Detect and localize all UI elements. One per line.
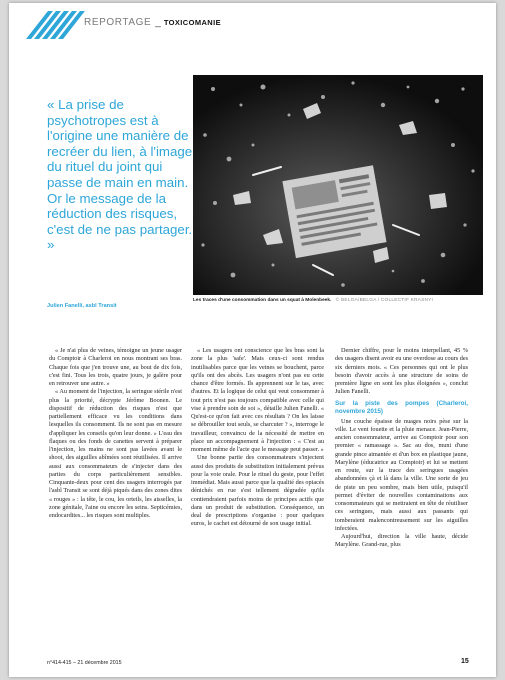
photo-caption <box>193 298 483 303</box>
paragraph: « Les usagers ont conscience que les bras sont la zone la plus 'safe'. Mais ceux-ci sont rendus inutilisables parce que les veines se bouchent, parce qu'ils ont des abcès. Les usagers n'ont pas eu cette chance d'être formés. Ils apprennent sur le tas, avec d'autres. Et la logique de celui qui veut consommer à tout prix n'est pas toujours compatible avec celle qui vise à prendre soin de soi », détaille Julien Fanelli. « Qu'est-ce qu'on fait avec ces résultats ? On les laisse se débrouiller tout seuls, se charcuter ? », interroge le travailleur, convaincu de la nécessité de mettre en place un accompagnement à l'injection : « C'est au moment même de l'acte que le message peut passer. » <box>191 347 324 453</box>
paragraph: « Au moment de l'injection, la seringue stérile n'est plus la priorité, décrypte Jérôme Boonen. Le dispositif de réduction des risques n'est que partiellement efficace vu les conditions dans lesquelles ils consomment. Ils ne sont pas en mesure d'appliquer les conseils qu'on leur donne. » L'eau des flaques ou des fonds de canettes servent à préparer l'injection, les mains ne sont pas lavées avant le shoot, des aiguilles abîmées sont réutilisées. Il arrive aussi aux consommateurs de s'injecter dans des parties du corps particulièrement sensibles. Cinquante-deux pour cent des usagers interrogés par l'asbl Transit se sont déjà piqués dans des zones dites « rouges » : la tête, le cou, les orteils, les aisselles, la zone génitale, l'aine ou encore les seins. Septicémies, endocardites... les risques sont multiples. <box>49 388 182 519</box>
pull-quote: « La prise de psychotropes est à l'origine une manière de recréer du lien, à l'image du rituel du joint qui passe de main en main. Or le message de la réduction des risques, c'est de ne pas partager. » <box>47 97 193 253</box>
article-column-3 <box>335 347 468 550</box>
paragraph: Une bonne partie des consommateurs s'injectent aussi des produits de substitution initialement prévus pour la voie orale. Pour le rituel du geste, pour l'effet immédiat. Mais aussi parce que la qualité des opiacés dénichés en rue s'est tellement dégradée qu'ils contiendraient parfois moins de principes actifs que dans un produit de substitution. Conséquence, un deal de prescriptions s'organise : pour quelques euros, le cachet est détourné de son usage initial. <box>191 454 324 528</box>
rubric-separator: _ <box>155 17 161 28</box>
paragraph: Aujourd'hui, direction la ville haute, décide Marylène. Grand-rue, plus <box>335 533 468 549</box>
issue-info: n°414-415 – 21 décembre 2015 <box>47 660 122 666</box>
subrubric-label: TOXICOMANIE <box>163 18 222 27</box>
section-header <box>84 17 221 28</box>
article-column-2 <box>191 347 324 529</box>
section-subheading: Sur la piste des pompes (Charleroi, novembre 2015) <box>335 399 468 415</box>
pull-quote-author: Julien Fanelli, asbl Transit <box>47 303 117 309</box>
paragraph: Dernier chiffre, pour le moins interpellant, 45 % des usagers disent avoir eu une overdose au cours des six derniers mois. « Ces personnes qui ont le plus besoin d'avoir accès à une structure de soins de première ligne en sont les plus éloignées », conclut Julien Fanelli. <box>335 347 468 396</box>
rubric-label: REPORTAGE <box>84 17 152 28</box>
rubric-stripes-logo <box>31 11 73 37</box>
article-column-1 <box>49 347 182 520</box>
paragraph: Une couche épaisse de nuages noirs pèse sur la ville. Le vent fouette et la pluie menace. Jean-Pierre, ancien consommateur, arrive au Comptoir pour son premier « ramassage ». Sac au dos, muni d'une grande pince aimantée et d'un box en plastique jaune, Marylène (éducatrice au Comptoir) et lui se mettent en route, sur la trace des seringues usagées abandonnées çà et là dans la ville. Une sorte de jeu de piste un peu sombre, mais bien utile, puisqu'il permet d'éviter de nouvelles contaminations aux consommateurs qui se mettraient en tête de réutiliser ces seringues, mais aussi aux passants qui tomberaient malencontreusement sur les aiguilles infectées. <box>335 417 468 532</box>
article-photo <box>193 75 483 295</box>
photo-image <box>193 75 483 295</box>
caption-text: Les traces d'une consommation dans un squat à Molenbeek. <box>193 298 332 303</box>
paragraph: « Je n'ai plus de veines, témoigne un jeune usager du Comptoir à Charleroi en nous montrant ses bras. Chaque fois que j'en trouve une, au bout de dix fois, c'est fini. Tous les trois, quatre jours, je galère pour en retrouver une autre. » <box>49 347 182 387</box>
photo-credit: © BELGA/BELGA / COLLECTIF KRASNYI <box>335 298 434 303</box>
page-number: 15 <box>461 658 469 665</box>
magazine-page <box>9 3 496 677</box>
